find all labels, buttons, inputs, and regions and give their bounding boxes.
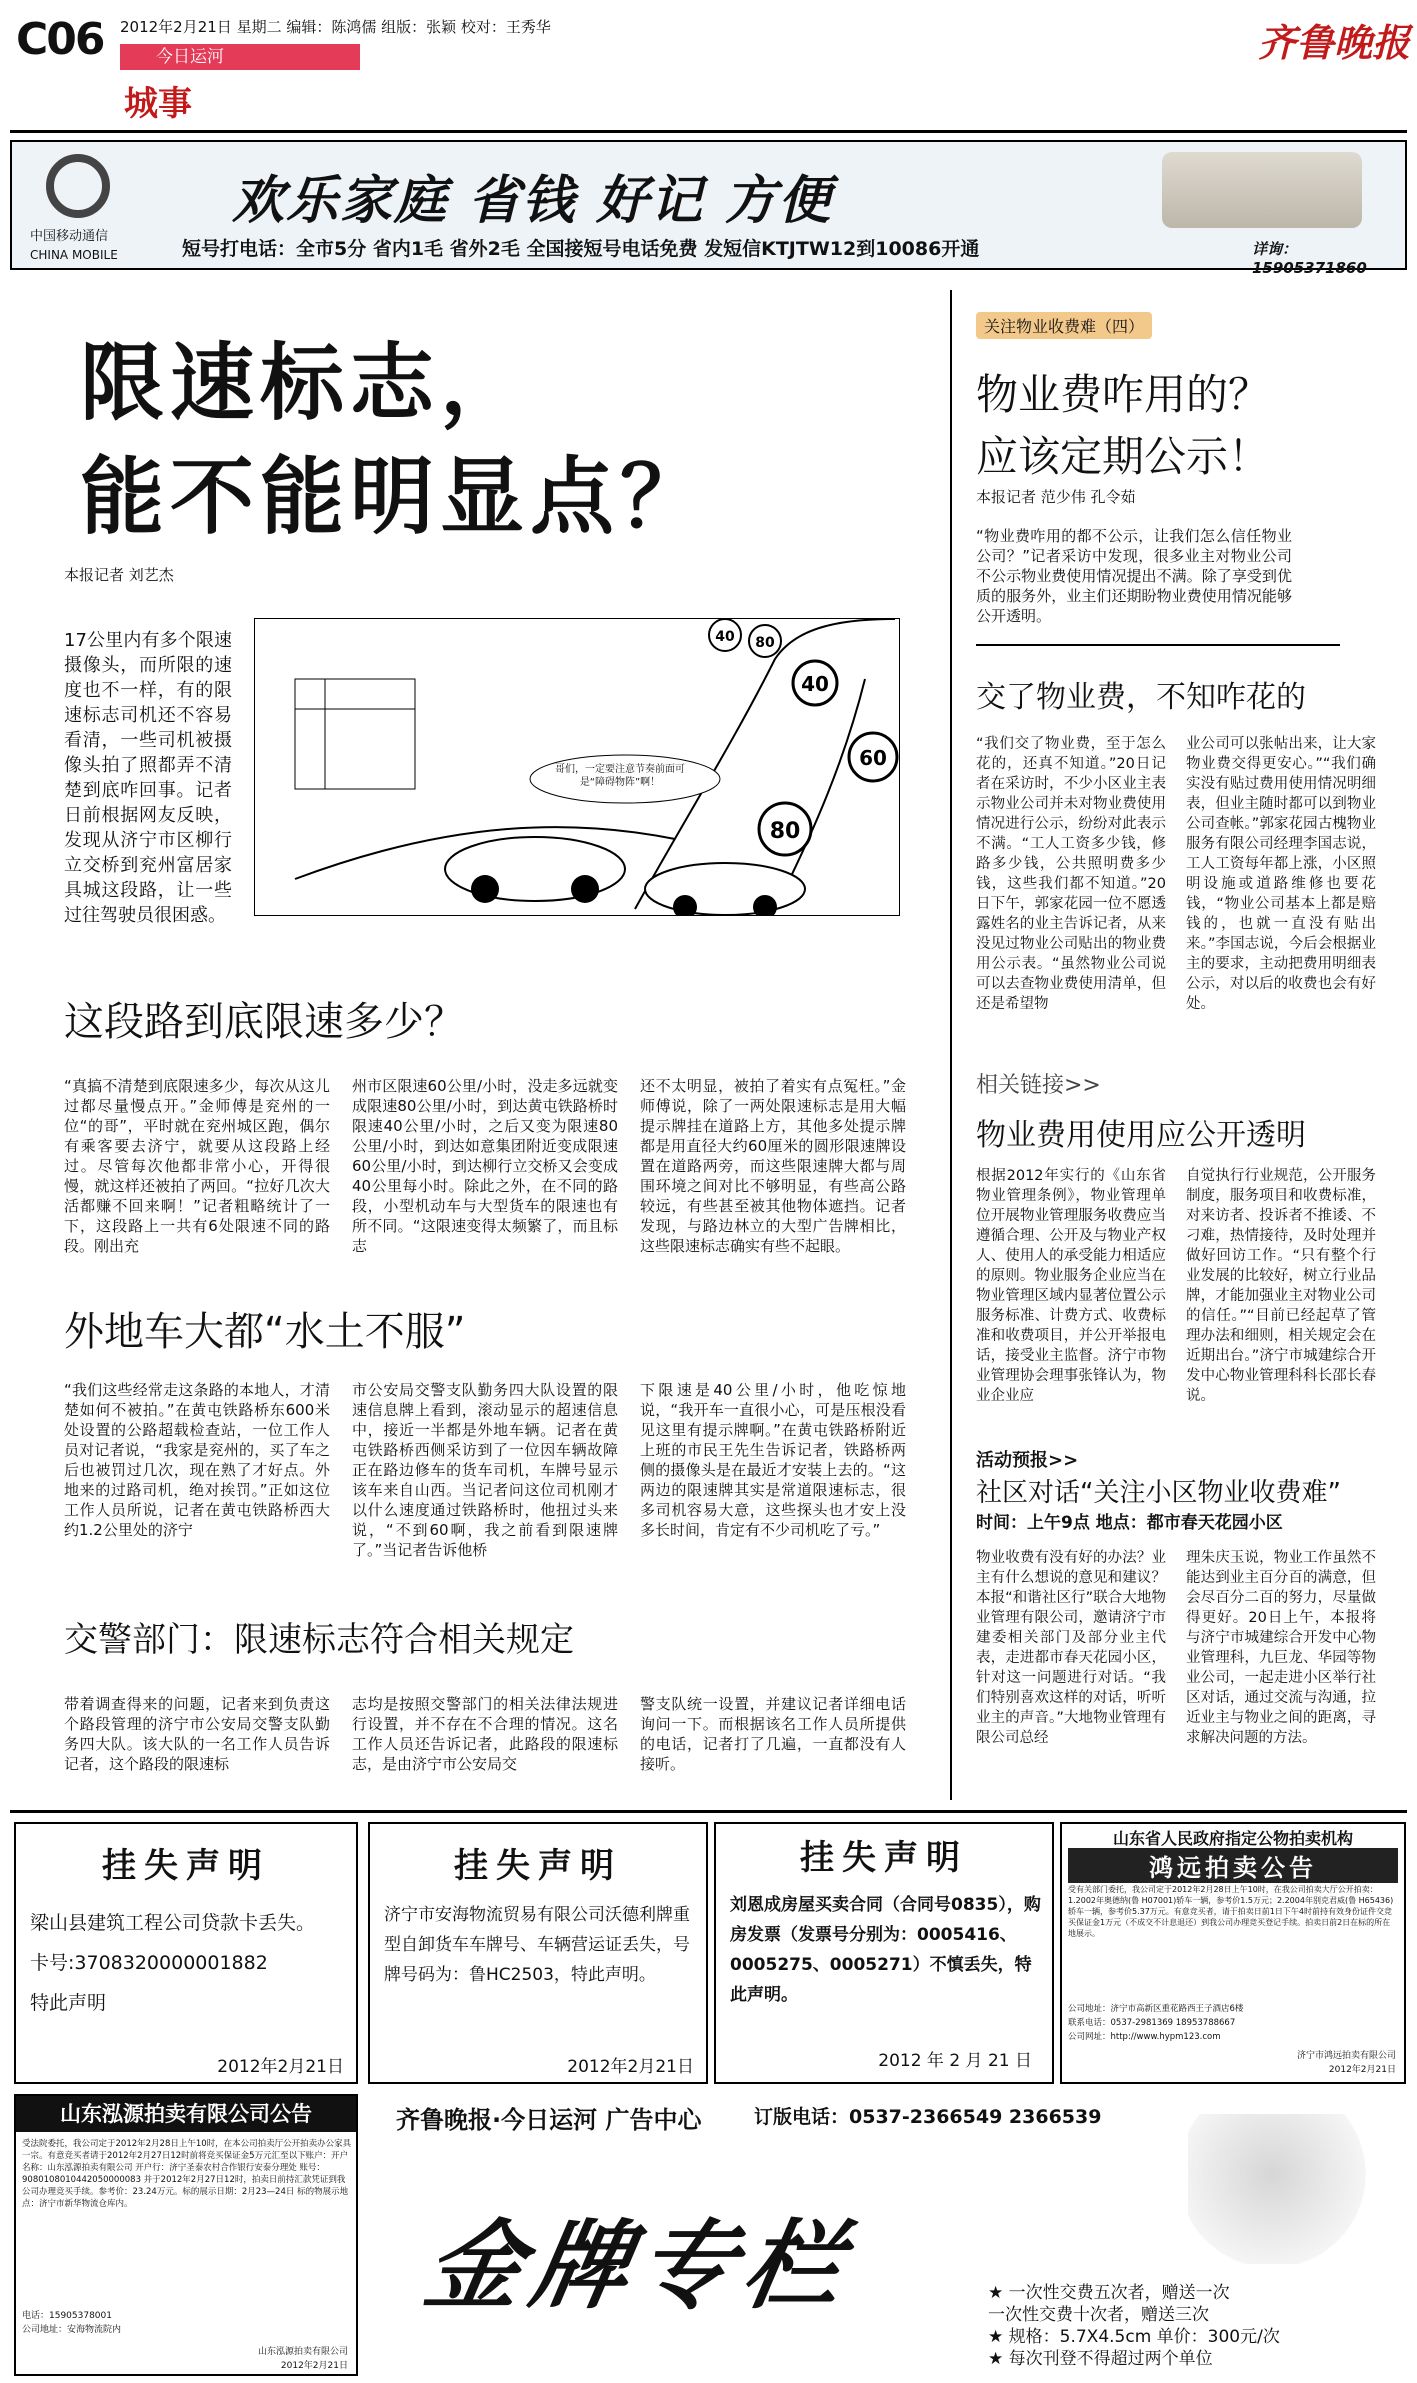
- china-mobile-logo-icon: [46, 154, 110, 218]
- banner-headline: 欢乐家庭 省钱 好记 方便: [232, 170, 833, 231]
- auction-hongyuan-title: 鸿远拍卖公告: [1068, 1848, 1398, 1883]
- speed-sign-2-label: 80: [755, 635, 775, 651]
- plum-blossom-icon: [1188, 2114, 1398, 2264]
- speed-sign-4: [849, 733, 897, 781]
- ad-banner: [10, 140, 1407, 277]
- auction-hongyuan: [1060, 1822, 1406, 2084]
- ad-center-line2: 一次性交费十次者，赠送三次: [988, 2305, 1209, 2325]
- ad-center: [368, 2094, 1406, 2376]
- auction-sd-title: 山东泓源拍卖有限公司公告: [16, 2096, 356, 2132]
- notice-2-date: 2012年2月21日: [567, 2057, 694, 2077]
- section-title: 城事: [124, 84, 192, 124]
- article1-lead: 17公里内有多个限速摄像头，而所限的速度也不一样，有的限速标志司机还不容易看清，一些司机被摄像头拍了照都弄不清楚到底咋回事。记者日前根据网友反映，发现从济宁市区柳行立交桥到兖州富居家具城这段路，让一些过往驾驶员很困惑。: [64, 630, 232, 926]
- notice-3-date: 2012 年 2 月 21 日: [878, 2051, 1032, 2071]
- auction-hongyuan-signer: 济宁市鸿远拍卖有限公司: [1296, 2051, 1396, 2061]
- article2-sub1-col2: 业公司可以张帖出来，让大家物业费交得更安心。”“我们确实没有贴过费用使用情况明细表，但业主随时都可以到物业公司查帐。”郭家花园古槐物业服务有限公司经理李国志说，工人工资每年都上涨，小区照明设施或道路维修也要花钱，“物业公司基本上都是赔钱的，也就一直没有贴出来。”李国志说，今后会根据业主的要求，主动把费用明细表公示，对以后的收费也会有好处。: [1186, 736, 1376, 1012]
- article2-lead: “物业费咋用的都不公示，让我们怎么信任物业公司？”记者采访中发现，很多业主对物业公司不公示物业费使用情况提出不满。除了享受到优质的服务外，业主们还期盼物业费使用情况能够公开透明。: [976, 527, 1292, 625]
- activity-title: 社区对话“关注小区物业收费难”: [976, 1478, 1341, 1508]
- speed-sign-2: [749, 625, 781, 657]
- article1-sub2-col2: 市公安局交警支队勤务四大队设置的限速信息牌上看到，滚动显示的超速信息中，接近一半都是外地车辆。记者在黄屯铁路桥西侧采访到了一位因车辆故障正在路边修车的货车司机，车牌号显示该车来自山西。当记者问这位司机刚才以什么速度通过铁路桥时，他扭过头来说，“不到60啊，我之前看到限速牌了。”当记者告诉他桥: [352, 1381, 618, 1559]
- related-link[interactable]: 相关链接>>: [976, 1073, 1101, 1098]
- speed-sign-1-label: 40: [715, 629, 735, 645]
- article1-sub2: 外地车大都“水土不服”: [64, 1309, 466, 1355]
- article1-sub3: 交警部门：限速标志符合相关规定: [64, 1620, 574, 1660]
- company-en: CHINA MOBILE: [30, 248, 118, 262]
- article2-sub2-col1: 根据2012年实行的《山东省物业管理条例》，物业管理单位开展物业管理服务收费应当遵循合理、公开及与物业产权人、使用人的承受能力相适应的原则。物业服务企业应当在物业管理区域内显著位置公示服务标准、计费方式、收费标准和收费项目，并公开举报电话，接受业主监督。济宁市物业管理协会理事张锋认为，物业企业应: [976, 1168, 1166, 1404]
- auction-sd-body: 受法院委托，我公司定于2012年2月28日上午10时，在本公司拍卖厅公开拍卖办公家具一宗。有意竞买者请于2012年2月27日12时前将竞买保证金5万元汇至以下账户：开户名称：山东泓源拍卖有限公司 开户行：济宁圣泰农村合作银行安泰分理处 账号：9080108010442050000083 并于2012年2月27日12时，拍卖日前持汇款凭证到我公司办理竞买手续。参考价：23.24万元。标的展示日期：2月23—24日 标的物展示地点：济宁市新华物流仓库内。: [22, 2139, 352, 2209]
- activity-col2: 理朱庆玉说，物业工作虽然不能达到业主百分百的满意，但会尽百分二百的努力，尽量做得更好。20日上午，本报将与济宁市城建综合开发中心物业管理科，九巨龙、华园等物业公司，一起走进小区举行社区对话，通过交流与沟通，拉近业主与物业之间的距离，寻求解决问题的方法。: [1186, 1550, 1376, 1746]
- notice-2-body: 济宁市安海物流贸易有限公司沃德利牌重型自卸货车车牌号、车辆营运证丢失，号牌号码为：鲁HC2503，特此声明。: [384, 1905, 690, 1985]
- notice-1-body: 梁山县建筑工程公司贷款卡丢失。: [30, 1912, 316, 1934]
- ad-center-line1: ★ 一次性交费五次者，赠送一次: [988, 2283, 1230, 2303]
- cartoon-illustration: [254, 618, 900, 916]
- article1-sub2-col3: 下限速是40公里/小时，他吃惊地说，“我开车一直很小心，可是压根没看见这里有提示牌啊。”在黄屯铁路桥附近上班的市民王先生告诉记者，铁路桥两侧的摄像头是在最近才安装上去的。“这两边的限速牌其实是常道限速标志，很多司机容易大意，这些探头也才安上没多长时间，肯定有不少司机吃了亏。”: [640, 1381, 906, 1539]
- ad-center-phone: 订版电话：0537-2366549 2366539: [754, 2106, 1102, 2128]
- column-divider: [950, 290, 952, 1800]
- notice-2-title: 挂失声明: [454, 1846, 622, 1886]
- article1-sub1-col1: “真搞不清楚到底限速多少，每次从这儿过都尽量慢点开。”金师傅是兖州的一位“的哥”，平时就在兖州城区跑，偶尔有乘客要去济宁，就要从这段路上经过。尽管每次他都非常小心，开得很慢，就这样还被拍了两回。“拉好几次大活都赚不回来啊！”记者粗略统计了一下，这段路上一共有6处限速不同的路段。刚出充: [64, 1077, 330, 1255]
- ad-center-head: 齐鲁晚报·今日运河 广告中心: [396, 2106, 702, 2134]
- notice-1-date: 2012年2月21日: [217, 2057, 344, 2077]
- notice-1-title: 挂失声明: [102, 1846, 270, 1886]
- notice-3: [714, 1822, 1054, 2084]
- notice-1: [14, 1822, 358, 2084]
- ad-center-calligraphy: 金牌专栏: [416, 2209, 861, 2322]
- auction-sd-date: 2012年2月21日: [280, 2361, 348, 2371]
- activity-time: 时间：上午9点 地点：都市春天花园小区: [976, 1513, 1283, 1533]
- article1-sub1-col2: 州市区限速60公里/小时，没走多远就变成限速80公里/小时，到达黄屯铁路桥时限速40公里/小时，之后又变为限速80公里/小时，到达如意集团附近变成限速60公里/小时，到达柳行立交桥又会变成40公里每小时。除此之外，在不同的路段，小型机动车与大型货车的限速也有所不同。“这限速变得太频繁了，而且标志: [352, 1077, 618, 1255]
- header-rule: [10, 130, 1407, 133]
- company-cn: 中国移动通信: [30, 229, 109, 244]
- notice-3-body: 刘恩成房屋买卖合同（合同号0835），购房发票（发票号分别为：0005416、0005275、0005271）不慎丢失，特此声明。: [730, 1895, 1041, 2005]
- article1-title-line2: 能不能明显点？: [80, 447, 711, 546]
- notice-1-line3: 特此声明: [30, 1992, 107, 2014]
- speed-sign-1: [709, 619, 741, 651]
- speed-sign-5-label: 80: [769, 819, 801, 844]
- article1-sub3-col1: 带着调查得来的问题，记者来到负责这个路段管理的济宁市公安局交警支队勤务四大队。该大队的一名工作人员告诉记者，这个路段的限速标: [64, 1695, 330, 1773]
- article1-sub3-col3: 警支队统一设置，并建议记者详细电话询问一下。而根据该名工作人员所提供的电话，记者打了几遍，一直都没有人接听。: [640, 1695, 906, 1773]
- notice-3-title: 挂失声明: [800, 1838, 968, 1878]
- auction-hongyuan-tel: 联系电话：0537-2981369 18953788667: [1068, 2018, 1236, 2028]
- auction-hongyuan-address: 公司地址：济宁市高新区重花路西王子酒店6楼: [1068, 2004, 1244, 2014]
- house-illustration-icon: [1162, 152, 1362, 228]
- article2-sub1-col1: “我们交了物业费，至于怎么花的，还真不知道。”20日记者在采访时，不少小区业主表示物业公司并未对物业费使用情况进行公示，纷纷对此表示不满。“工人工资多少钱，修路多少钱，公共照明费多少钱，这些我们都不知道。”20日下午，郭家花园一位不愿透露姓名的业主告诉记者，从来没见过物业公司贴出的物业费用公示表。“虽然物业公司说可以去查物业费使用清单，但还是希望物: [976, 736, 1166, 1012]
- banner-subline: 短号打电话：全市5分 省内1毛 省外2毛 全国接短号电话免费 发短信KTJTW12到10086开通: [182, 238, 980, 260]
- article2-lead-rule: [976, 644, 1340, 646]
- auction-hongyuan-head: 山东省人民政府指定公物拍卖机构: [1112, 1829, 1353, 1848]
- article1-sub2-col1: “我们这些经常走这条路的本地人，才清楚如何不被拍。”在黄屯铁路桥东600米处设置的公路超载检查站，一位工作人员对记者说，“我家是兖州的，买了车之后也被罚过几次，现在熟了才好点。外地来的过路司机，绝对挨罚。”正如这位工作人员所说，记者在黄屯铁路桥西大约1.2公里处的济宁: [64, 1381, 330, 1539]
- auction-sd-signer: 山东泓源拍卖有限公司: [257, 2347, 348, 2357]
- article2-sub1: 交了物业费，不知咋花的: [976, 680, 1306, 715]
- auction-hongyuan-date: 2012年2月21日: [1328, 2065, 1396, 2075]
- article1-sub3-col2: 志均是按照交警部门的相关法律法规进行设置，并不存在不合理的情况。这名工作人员还告诉记者，此路段的限速标志，是由济宁市公安局交: [352, 1695, 618, 1773]
- notice-1-line2: 卡号:3708320000001882: [30, 1952, 268, 1974]
- article2-title-line1: 物业费咋用的？: [976, 370, 1271, 419]
- article2-byline: 本报记者 范少伟 孔令茹: [976, 488, 1136, 506]
- article1-byline: 本报记者 刘艺杰: [64, 566, 174, 584]
- auction-hongyuan-body: 受有关部门委托，我公司定于2012年2月28日上午10时，在我公司拍卖大厅公开拍卖：1.2002年奥德纳(鲁 H07001)轿车一辆，参考价1.5万元；2.2004年别克君威(鲁 H65436)轿车一辆，参考价5.37万元。有意竞买者，请于拍卖日前1日下午4时前持有效身份证件交竞买保证金1万元（不成交不计息退还）到我公司办理竞买登记手续。拍卖日前2日在标的所在地展示。: [1068, 1885, 1394, 1938]
- ad-center-line3: ★ 规格：5.7X4.5cm 单价：300元/次: [988, 2327, 1280, 2347]
- header-meta: 2012年2月21日 星期二 编辑：陈鸿儒 组版：张颖 校对：王秀华: [120, 18, 551, 36]
- auction-sd-tel: 电话：15905378001: [22, 2311, 112, 2321]
- speed-sign-5: [759, 803, 811, 855]
- speed-sign-3-label: 40: [801, 672, 829, 696]
- cartoon-bubble: 哥们，一定要注意节奏前面可是“障碍物阵”啊！: [555, 764, 685, 788]
- banner-phone: 详询：15905371860: [1252, 240, 1367, 277]
- article1-sub1: 这段路到底限速多少？: [64, 999, 464, 1045]
- section-tag: 今日运河: [120, 44, 360, 70]
- ads-top-rule: [10, 1810, 1407, 1813]
- activity-col1: 物业收费有没有好的办法？业主有什么想说的意见和建议？本报“和谐社区行”联合大地物业管理有限公司，邀请济宁市建委相关部门及部分业主代表，走进都市春天花园小区，针对这一问题进行对话。“我们特别喜欢这样的对话，听听业主的声音。”大地物业管理有限公司总经: [976, 1550, 1166, 1746]
- series-tag: 关注物业收费难（四）: [976, 312, 1152, 339]
- article1-sub1-col3: 还不太明显，被拍了着实有点冤枉。”金师傅说，除了一两处限速标志是用大幅提示牌挂在道路上方，其他多处提示牌都是用直径大约60厘米的圆形限速牌设置在道路两旁，而这些限速牌大都与周围环境之间对比不够明显，有些高公路较远，有些甚至被其他物体遮挡。记者发现，与路边林立的大型广告牌相比，这些限速标志确实有些不起眼。: [640, 1077, 906, 1255]
- auction-shandong-hongyuan: [14, 2094, 358, 2376]
- page-number: C06: [16, 14, 104, 65]
- activity-label: 活动预报>>: [976, 1450, 1079, 1471]
- article2-sub2-col2: 自觉执行行业规范，公开服务制度，服务项目和收费标准，对来访者、投诉者不推诿、不刁难，热情接待，及时处理并做好回访工作。“只有整个行业发展的比较好，树立行业品牌，才能加强业主对物业公司的信任。”“目前已经起草了管理办法和细则，相关规定会在近期出台。”济宁市城建综合开发中心物业管理科科长邵长春说。: [1186, 1168, 1376, 1404]
- auction-sd-addr: 公司地址：安海物流院内: [22, 2325, 122, 2335]
- speed-sign-4-label: 60: [859, 746, 887, 770]
- ad-center-line4: ★ 每次刊登不得超过两个单位: [988, 2349, 1213, 2369]
- article2-title-line2: 应该定期公示！: [976, 432, 1271, 481]
- auction-hongyuan-web: 公司网址：http://www.hypm123.com: [1068, 2032, 1221, 2042]
- notice-2: [368, 1822, 708, 2084]
- speed-sign-3: [793, 661, 837, 705]
- article1-title-line1: 限速标志，: [80, 333, 531, 432]
- brand-logo: 齐鲁晚报: [1258, 20, 1411, 65]
- article2-sub2: 物业费用使用应公开透明: [976, 1118, 1306, 1153]
